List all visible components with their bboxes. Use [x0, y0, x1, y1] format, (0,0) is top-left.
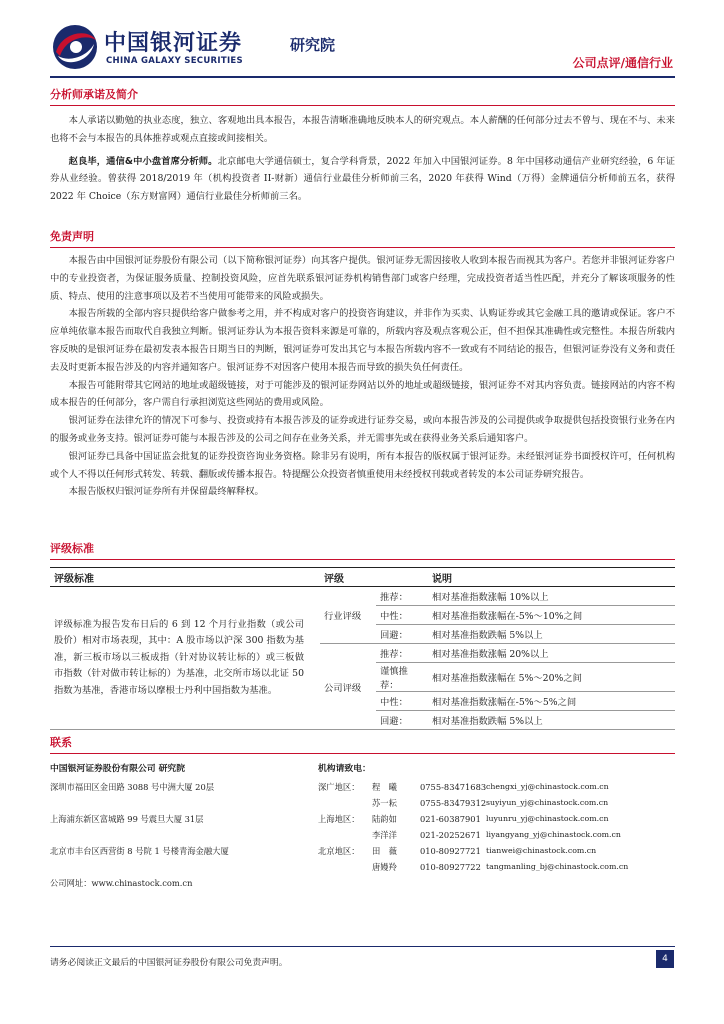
col-header-description: 说明: [428, 568, 675, 587]
analyst-bio-paragraph: [50, 153, 675, 206]
contact-phone: 010-80927721: [420, 846, 481, 856]
disclaimer-paragraph: 银河证券在法律允许的情况下可参与、投资或持有本报告涉及的证券或进行证券交易，或向本报告涉及的公司提供或争取提供包括投资银行业务在内的服务或业务支持。银河证券可能与本报告涉及的公司之间存在业务关系，并无需事先或在获得业务关系后通知客户。: [50, 415, 675, 444]
rating-table: [50, 567, 675, 730]
region-label: 上海地区：: [318, 814, 360, 824]
rating-desc: 相对基准指数涨幅在-5%～10%之间: [428, 606, 675, 625]
page-header: [50, 20, 675, 76]
contact-name: 田 薇: [372, 846, 397, 856]
disclaimer-paragraph: 本报告版权归银河证券所有并保留最终解释权。: [68, 486, 264, 498]
contact-name: 唐嫚羚: [372, 862, 397, 872]
company-website: 公司网址：www.chinastock.com.cn: [50, 878, 193, 888]
rating-desc: 相对基准指数跌幅 5%以上: [428, 711, 675, 730]
contact-email[interactable]: suyiyun_yj@chinastock.com.cn: [486, 798, 609, 807]
sales-header: 机构请致电：: [318, 764, 371, 774]
rating-name: 中性：: [376, 606, 428, 625]
rating-name: 推荐：: [376, 587, 428, 606]
col-header-standard: 评级标准: [50, 568, 320, 587]
logo-chinese-name: 中国银河证券: [104, 31, 243, 56]
rating-desc: 相对基准指数涨幅在-5%～5%之间: [428, 692, 675, 711]
institute-label: 研究院: [290, 36, 336, 54]
contact-section: [50, 734, 675, 754]
contact-name: 苏一耘: [372, 798, 397, 808]
industry-rating-label: 行业评级: [320, 587, 376, 644]
footer-divider: [50, 946, 675, 947]
analyst-pledge: 本人承诺以勤勉的执业态度，独立、客观地出具本报告，本报告清晰准确地反映本人的研究观点。本人薪酬的任何部分过去不曾与、现在不与、未来也将不会与本报告的具体推荐或观点直接或间接相关。: [50, 115, 675, 144]
disclaimer-body: [50, 252, 675, 501]
rating-desc: 相对基准指数涨幅 10%以上: [428, 587, 675, 606]
contact-phone: 010-80927722: [420, 862, 481, 872]
disclaimer-paragraph: 本报告可能附带其它网站的地址或超级链接，对于可能涉及的银河证券网站以外的地址或超级链接，银河证券不对其内容负责。链接网站的内容不构成本报告的任何部分，客户需自行承担浏览这些网站的费用或风险。: [50, 379, 675, 409]
table-row: [50, 587, 675, 606]
company-rating-label: 公司评级: [320, 644, 376, 730]
region-label: 深广地区：: [318, 782, 360, 792]
rating-desc: 相对基准指数跌幅 5%以上: [428, 625, 675, 644]
contact-email[interactable]: chengxi_yj@chinastock.com.cn: [486, 782, 609, 791]
col-header-rating: 评级: [320, 568, 376, 587]
report-type: 公司点评/通信行业: [572, 56, 673, 70]
contact-phone: 021-20252671: [420, 830, 481, 840]
disclaimer-paragraph: 本报告所载的全部内容只提供给客户做参考之用，并不构成对客户的投资咨询建议，并非作为买卖、认购证券或其它金融工具的邀请或保证。客户不应单纯依靠本报告而取代自我独立判断。银河证券认为本报告资料来源是可靠的，所载内容及观点客观公正，但不担保其准确性或完整性。本报告所载内容反映的是银河证券在最初发表本报告日期当日的判断，银河证券可发出其它与本报告所载内容不一致或有不同结论的报告，但银河证券没有义务和责任去及时更新本报告涉及的内容并通知客户。银河证券不对因客户使用本报告而导致的损失负任何责任。: [50, 308, 675, 373]
rating-name: 回避：: [376, 711, 428, 730]
rating-name: 回避：: [376, 625, 428, 644]
page-number: 4: [656, 950, 674, 968]
contact-email[interactable]: liyangyang_yj@chinastock.com.cn: [486, 830, 621, 839]
rating-section: [50, 540, 675, 730]
address-beijing: 北京市丰台区西营街 8 号院 1 号楼青海金融大厦: [50, 846, 229, 856]
contact-phone: 021-60387901: [420, 814, 481, 824]
rating-desc: 相对基准指数涨幅在 5%～20%之间: [428, 663, 675, 692]
galaxy-logo-icon: [50, 22, 100, 72]
analyst-section-title: 分析师承诺及简介: [50, 86, 675, 106]
contact-phone: 0755-83479312: [420, 798, 487, 808]
rating-table-header: [50, 568, 675, 587]
contact-name: 程 曦: [372, 782, 397, 792]
address-shanghai: 上海浦东新区富城路 99 号震旦大厦 31层: [50, 814, 204, 824]
analyst-bio: 北京邮电大学通信硕士，复合学科背景，2022 年加入中国银河证券。8 年中国移动通信产业研究经验，6 年证券从业经验。曾获得 2018/2019 年（机构投资者 II-财新）通信行业最佳分析师前三名，2020 年获得 Wind（万得）金牌通信分析师前五名，获得 2022 年 Choice（东方财富网）通信行业最佳分析师前三名。: [50, 155, 676, 203]
disclaimer-paragraph: 银河证券已具备中国证监会批复的证券投资咨询业务资格。除非另有说明，所有本报告的版权属于银河证券。未经银河证券书面授权许可，任何机构或个人不得以任何形式转发、转载、翻版或传播本报告。特提醒公众投资者慎重使用未经授权刊载或者转发的本公司证券研究报告。: [50, 450, 675, 480]
analyst-name-role: 赵良毕，通信&中小盘首席分析师。: [68, 155, 218, 167]
contact-name: 陆韵如: [372, 814, 397, 824]
disclaimer-section: [50, 228, 675, 501]
contact-email[interactable]: tianwei@chinastock.com.cn: [486, 846, 597, 855]
rating-section-title: 评级标准: [50, 540, 675, 560]
rating-description: 评级标准为报告发布日后的 6 到 12 个月行业指数（或公司股价）相对市场表现，其中：A 股市场以沪深 300 指数为基准，新三板市场以三板成指（针对协议转让标的）或三板做市指数（针对做市转让标的）为基准，北交所市场以北证 50 指数为基准，香港市场以摩根士丹利中国指数为基准。: [50, 587, 320, 730]
footer-note: 请务必阅读正文最后的中国银河证券股份有限公司免责声明。: [50, 958, 288, 968]
contact-section-title: 联系: [50, 734, 675, 754]
rating-name: 谨慎推荐：: [376, 663, 428, 692]
logo-english-name: CHINA GALAXY SECURITIES: [106, 56, 243, 66]
analyst-section: [50, 86, 675, 206]
header-divider: [50, 76, 675, 78]
rating-name: 推荐：: [376, 644, 428, 663]
disclaimer-section-title: 免责声明: [50, 228, 675, 248]
address-shenzhen: 深圳市福田区金田路 3088 号中洲大厦 20层: [50, 782, 215, 792]
contact-email[interactable]: tangmanling_bj@chinastock.com.cn: [486, 862, 629, 871]
rating-name: 中性：: [376, 692, 428, 711]
region-label: 北京地区：: [318, 846, 360, 856]
disclaimer-paragraph: 本报告由中国银河证券股份有限公司（以下简称银河证券）向其客户提供。银河证券无需因接收人收到本报告而视其为客户。若您并非银河证券客户中的专业投资者，为保证服务质量、控制投资风险，应首先联系银河证券机构销售部门或客户经理，完成投资者适当性匹配，并充分了解该项服务的性质、特点、使用的注意事项以及若不当使用可能带来的风险或损失。: [50, 255, 675, 302]
contact-phone: 0755-83471683: [420, 782, 487, 792]
company-header: 中国银河证券股份有限公司 研究院: [50, 764, 186, 774]
contact-name: 李洋洋: [372, 830, 397, 840]
rating-desc: 相对基准指数涨幅 20%以上: [428, 644, 675, 663]
contact-email[interactable]: luyunru_yj@chinastock.com.cn: [486, 814, 609, 823]
